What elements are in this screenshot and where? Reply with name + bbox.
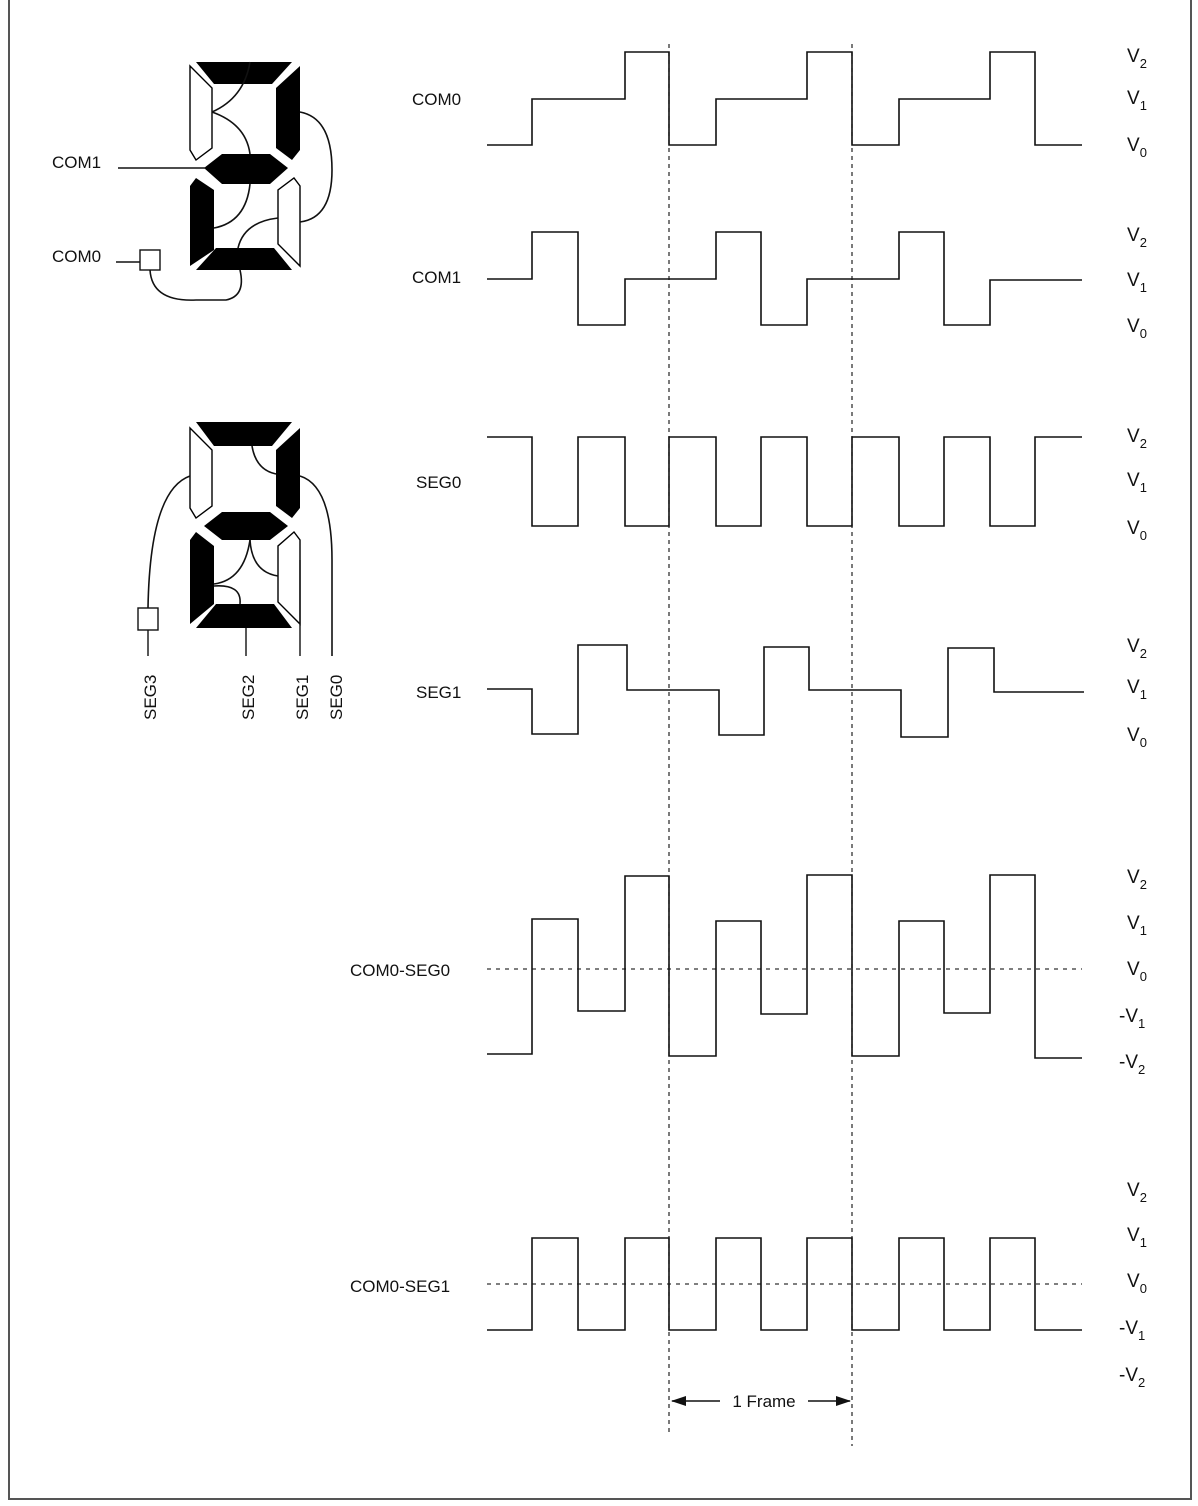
segment-a2 — [196, 422, 292, 446]
seven-segment-display-com — [116, 62, 332, 300]
level-label-com0-seg1-0: $V_2$ — [1127, 1180, 1147, 1205]
seg0-pin-label: SEG0 — [327, 674, 346, 720]
level-label-seg1-0: $V_2$ — [1127, 636, 1147, 661]
com0-pad — [140, 250, 160, 270]
segment-c2 — [278, 532, 300, 624]
level-label-com1-2: $V_0$ — [1127, 316, 1147, 341]
seg2-pin-label: SEG2 — [239, 674, 258, 720]
segment-f2 — [190, 428, 212, 518]
waveform-com0-seg0 — [487, 875, 1082, 1058]
waveform-label-com1: COM1 — [412, 268, 462, 287]
waveform-label-seg0: SEG0 — [416, 473, 462, 492]
waveform-com0 — [487, 52, 1082, 145]
level-label-seg0-0: $V_2$ — [1127, 426, 1147, 451]
level-label-com0-seg0-0: $V_2$ — [1127, 867, 1147, 892]
segment-f — [190, 66, 212, 160]
segment-g2 — [204, 512, 288, 540]
level-label-seg0-1: $V_1$ — [1127, 470, 1147, 495]
level-label-seg0-2: $V_0$ — [1127, 518, 1147, 543]
display1-com0-label: COM0 — [52, 247, 102, 266]
level-label-com0-seg1-1: $V_1$ — [1127, 1225, 1147, 1250]
segment-b2 — [276, 428, 300, 518]
level-label-com0-seg0-4: $-V_2$ — [1119, 1052, 1146, 1077]
seg1-pin-label: SEG1 — [293, 674, 312, 720]
level-label-seg1-1: $V_1$ — [1127, 677, 1147, 702]
level-label-com0-seg1-4: $-V_2$ — [1119, 1365, 1146, 1390]
level-label-com0-2: $V_0$ — [1127, 135, 1147, 160]
segment-c — [278, 178, 300, 266]
level-label-com1-0: $V_2$ — [1127, 225, 1147, 250]
waveform-com1 — [487, 232, 1082, 325]
level-label-com0-seg0-2: $V_0$ — [1127, 959, 1147, 984]
level-label-com0-seg0-1: $V_1$ — [1127, 913, 1147, 938]
seg3-pad — [138, 608, 158, 630]
level-labels — [1119, 46, 1147, 1390]
level-label-com1-1: $V_1$ — [1127, 270, 1147, 295]
frame-label: 1 Frame — [732, 1392, 796, 1411]
level-label-com0-0: $V_2$ — [1127, 46, 1147, 71]
segment-e — [190, 178, 214, 266]
level-label-com0-seg1-3: $-V_1$ — [1119, 1318, 1146, 1343]
level-label-com0-seg0-3: $-V_1$ — [1119, 1006, 1146, 1031]
waveform-label-com0-seg0: COM0-SEG0 — [350, 961, 451, 980]
waveform-label-seg1: SEG1 — [416, 683, 462, 702]
seg3-pin-label: SEG3 — [141, 674, 160, 720]
waveform-label-com0-seg1: COM0-SEG1 — [350, 1277, 451, 1296]
waveform-seg1 — [487, 645, 1084, 737]
display1-com1-label: COM1 — [52, 153, 102, 172]
level-label-com0-1: $V_1$ — [1127, 88, 1147, 113]
waveform-seg0 — [487, 437, 1082, 526]
level-label-com0-seg1-2: $V_0$ — [1127, 1271, 1147, 1296]
waveform-label-com0: COM0 — [412, 90, 462, 109]
segment-g — [204, 154, 288, 184]
seven-segment-display-seg — [138, 422, 332, 656]
segment-e2 — [190, 532, 214, 624]
segment-b — [276, 66, 300, 160]
segment-d2 — [196, 604, 292, 628]
level-label-seg1-2: $V_0$ — [1127, 725, 1147, 750]
